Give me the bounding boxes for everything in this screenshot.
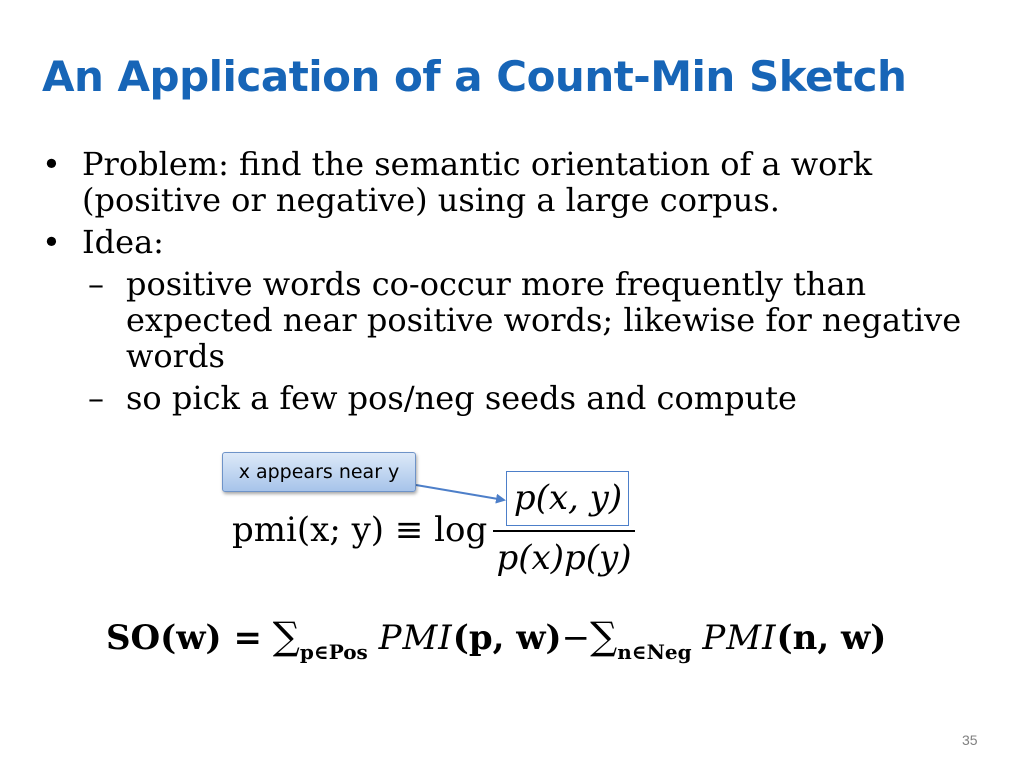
sum-subscript-neg: n∈Neg: [617, 640, 692, 664]
so-lhs: SO(w) =: [106, 618, 262, 658]
callout-box: x appears near y: [222, 452, 416, 492]
pmi-args-neg: (n, w): [776, 618, 887, 658]
minus-sign: −: [561, 618, 591, 658]
bullet-text: Problem: find the semantic orientation of a work (positive or negative) using a large corpus.: [82, 145, 873, 219]
pmi-function: PMI: [378, 618, 453, 658]
pmi-numerator: p(x, y): [513, 478, 623, 518]
sum-subscript-pos: p∈Pos: [299, 640, 368, 664]
slide-title: An Application of a Count-Min Sketch: [42, 52, 907, 101]
sum-symbol: ∑: [590, 614, 618, 658]
pmi-args-pos: (p, w): [452, 618, 562, 658]
pmi-function: PMI: [702, 618, 777, 658]
bullet-list: [40, 146, 1000, 422]
sub-bullet-item: [40, 266, 1000, 374]
page-number: 35: [962, 732, 978, 748]
fraction-bar: [493, 530, 635, 532]
sub-bullet-text: so pick a few pos/neg seeds and compute: [126, 379, 797, 417]
so-formula: [106, 614, 887, 664]
sub-bullet-text: positive words co-occur more frequently than expected near positive words; likewise for negative words: [126, 265, 962, 375]
bullet-item-problem: [40, 146, 1000, 218]
bullet-text: Idea:: [82, 223, 164, 261]
bullet-marker: •: [42, 223, 61, 261]
pmi-formula-lhs: pmi(x; y) ≡ log: [232, 510, 488, 550]
bullet-marker: •: [42, 145, 61, 183]
sub-bullet-marker: –: [88, 265, 104, 303]
sub-bullet-item: [40, 380, 1000, 416]
bullet-item-idea: [40, 224, 1000, 260]
sub-bullet-marker: –: [88, 379, 104, 417]
pmi-denominator: p(x)p(y): [496, 538, 632, 578]
sum-symbol: ∑: [272, 614, 300, 658]
